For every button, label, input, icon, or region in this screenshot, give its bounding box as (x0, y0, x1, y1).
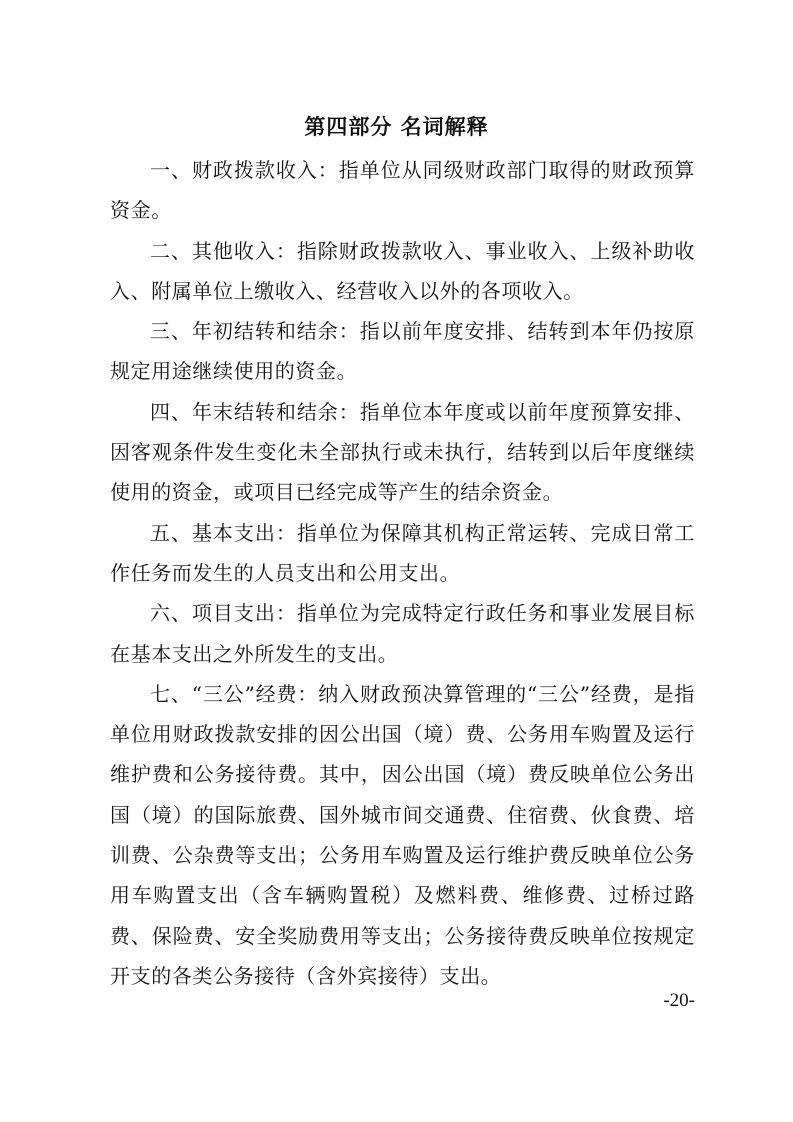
paragraph-other-income: 二、其他收入：指除财政拨款收入、事业收入、上级补助收入、附属单位上缴收入、经营收入以外的各项收入。 (110, 238, 695, 303)
page-number: -20- (663, 990, 695, 1011)
paragraph-three-public-expenses: 七、“三公”经费：纳入财政预决算管理的“三公”经费，是指单位用财政拨款安排的因公出国（境）费、公务用车购置及运行维护费和公务接待费。其中，因公出国（境）费反映单位公务出国（境）的国际旅费、国外城市间交通费、住宿费、伙食费、培训费、公杂费等支出；公务用车购置及运行维护费反映单位公务用车购置支出（含车辆购置税）及燃料费、维修费、过桥过路费、保险费、安全奖励费用等支出；公务接待费反映单位按规定开支的各类公务接待（含外宾接待）支出。 (110, 681, 695, 988)
page-title: 第四部分 名词解释 (304, 115, 489, 139)
paragraph-basic-expenditure: 五、基本支出：指单位为保障其机构正常运转、完成日常工作任务而发生的人员支出和公用支出。 (110, 520, 695, 585)
paragraph-year-end-carryover: 四、年末结转和结余：指单位本年度或以前年度预算安排、因客观条件发生变化未全部执行或未执行，结转到以后年度继续使用的资金，或项目已经完成等产生的结余资金。 (110, 399, 695, 505)
document-body (110, 150, 695, 996)
paragraph-beginning-carryover: 三、年初结转和结余：指以前年度安排、结转到本年仍按原规定用途继续使用的资金。 (110, 319, 695, 384)
paragraph-fiscal-appropriation-income: 一、财政拨款收入：指单位从同级财政部门取得的财政预算资金。 (110, 158, 695, 223)
paragraph-project-expenditure: 六、项目支出：指单位为完成特定行政任务和事业发展目标在基本支出之外所发生的支出。 (110, 601, 695, 666)
